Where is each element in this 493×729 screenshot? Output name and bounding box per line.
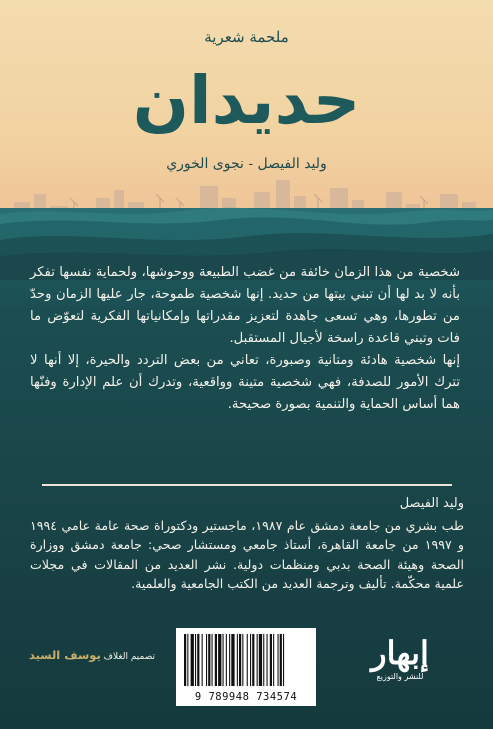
author-name: وليد الفيصل — [399, 496, 464, 511]
isbn-barcode — [176, 628, 316, 706]
barcode-bar — [237, 634, 238, 686]
barcode-bar — [187, 634, 188, 686]
designer-name: يوسف السيد — [28, 648, 101, 662]
barcode-bar — [208, 634, 210, 686]
cover-designer-credit — [22, 648, 162, 662]
series-label: ملحمة شعرية — [204, 28, 289, 46]
publisher-logo — [350, 636, 450, 696]
barcode-bar — [250, 634, 251, 686]
publisher-name: إبهار — [371, 634, 429, 672]
publisher-subtitle: للنشر والتوزيع — [376, 672, 424, 681]
barcode-bar — [273, 634, 274, 686]
barcode-bar — [195, 634, 196, 686]
barcode-bar — [184, 634, 186, 686]
barcode-bar — [239, 634, 241, 686]
synopsis-paragraph: شخصية من هذا الزمان خائفة من غضب الطبيعة ووحوشها، ولحماية نفسها تفكر بأنه لا بد لها أن تبني بيتها من حديد. إنها شخصية طموحة، جار عليها الزمان وحدّ من تطورها، وهي تسعى جاهدة لتعزيز مقدراتها وإمكانياتها الفكرية لتعوّض ما فات وتبني قاعدة راسخة لأجيال المستقبل. — [30, 265, 460, 346]
designer-label: تصميم الغلاف — [103, 652, 156, 662]
barcode-bar — [229, 634, 230, 686]
barcode-bar — [280, 634, 282, 686]
section-divider — [42, 484, 452, 486]
barcode-bar — [202, 634, 203, 686]
barcode-number: 9 789948 734574 — [194, 691, 298, 703]
barcode-bar — [247, 634, 248, 686]
barcode-bar — [270, 634, 272, 686]
barcode-bar — [267, 634, 268, 686]
barcode-bar — [231, 634, 234, 686]
barcode-bar — [223, 634, 224, 686]
barcode-bar — [215, 634, 217, 686]
barcode-bar — [242, 634, 243, 686]
barcode-bar — [263, 634, 264, 686]
author-bio — [30, 494, 464, 594]
barcode-bar — [212, 634, 213, 686]
barcode-bar — [218, 634, 221, 686]
book-authors: وليد الفيصل - نجوى الخوري — [166, 156, 327, 172]
book-synopsis — [30, 262, 460, 416]
barcode-bar — [197, 634, 199, 686]
barcode-bar — [226, 634, 227, 686]
synopsis-paragraph: إنها شخصية هادئة ومتانية وصبورة، تعاني من بعض التردد والحيرة، إلا أنها لا تترك الأمور للصدفة، فهي شخصية متينة وواقعية، وتدرك أن علم الإدارة وفنّها هما أساس الحماية والتنمية بصورة صحيحة. — [30, 353, 460, 412]
barcode-bar — [191, 634, 194, 686]
barcode-bar — [283, 634, 284, 686]
barcode-bars — [176, 628, 316, 690]
barcode-bar — [257, 634, 258, 686]
author-bio-text: طب بشري من جامعة دمشق عام ١٩٨٧، ماجستير ودكتوراة صحة عامة عامي ١٩٩٤ و ١٩٩٧ من جامعة القاهرة، أستاذ جامعي ومستشار صحي: جامعة دمشق ووزارة الصحة وهيئة الصحة بدبي ومنظمات دولية. نشر العديد من المقالات في مجلات علمية محكّمة. تأليف وترجمة العديد من الكتب الجامعية والعلمية. — [30, 517, 464, 591]
barcode-bar — [206, 634, 207, 686]
barcode-bar — [259, 634, 262, 686]
book-title: حديدان — [132, 62, 361, 139]
barcode-bar — [252, 634, 254, 686]
barcode-bar — [278, 634, 279, 686]
